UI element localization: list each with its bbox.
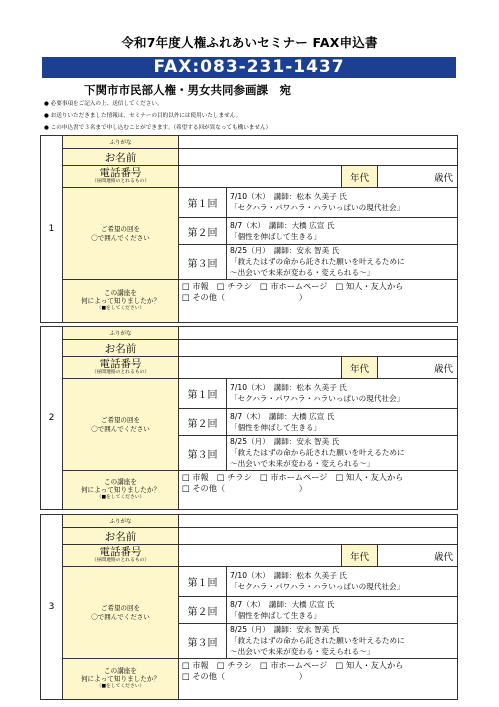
session-1-topic: 「セクハラ・パワハラ・ハラいっぱいの現代社会」 xyxy=(230,582,405,591)
source-options-row2[interactable]: □ その他（ ） xyxy=(182,292,307,302)
session-2-date-speaker: 8/7（木） 講師：大橋 広宣 氏 xyxy=(230,600,335,609)
session-1-round[interactable] xyxy=(178,567,226,597)
session-3-subtitle: ～出会いで未来が変わる・変えられる～」 xyxy=(230,268,375,277)
form-title: 令和7年度人権ふれあいセミナー FAX申込書 xyxy=(121,35,378,50)
wish-label-line1: ご希望の回を xyxy=(101,603,140,612)
source-label xyxy=(62,659,178,699)
source-label-line1: この講座を xyxy=(104,289,137,297)
entry-block-2 xyxy=(40,326,458,510)
phone-label xyxy=(62,166,178,188)
source-options-row1[interactable]: □ 市報 □ チラシ □ 市ホームページ □ 知人・友人から xyxy=(182,472,404,482)
entry-number-text: 1 xyxy=(48,224,55,234)
wish-label xyxy=(62,188,178,280)
age-suffix: 歳代 xyxy=(433,172,453,184)
session-1-info xyxy=(226,567,457,597)
entry-number-text: 3 xyxy=(48,602,55,612)
phone-label-note: （昼間連絡のとれるもの） xyxy=(91,558,150,563)
name-label: お名前 xyxy=(62,528,178,545)
source-label-line2: 何によって知りましたか？ xyxy=(80,297,161,305)
session-1-date-speaker: 7/10（木） 講師：松本 久美子 氏 xyxy=(230,383,347,392)
phone-label-note: （昼間連絡のとれるもの） xyxy=(91,179,150,184)
fax-number-banner: FAX:083-231-1437 xyxy=(42,57,456,78)
phone-label-text: 電話番号 xyxy=(99,167,142,179)
source-label-line2: 何によって知りましたか？ xyxy=(80,675,161,683)
age-field[interactable] xyxy=(377,545,457,567)
session-3-topic: 「救えたはずの命から託された願いを叶えるために xyxy=(230,636,405,645)
age-field[interactable] xyxy=(377,357,457,379)
session-1-round-text: 第１回 xyxy=(187,390,218,401)
source-label-note: （■をしてください） xyxy=(96,495,145,500)
furigana-label: ふりがな xyxy=(62,515,178,528)
session-2-round[interactable] xyxy=(178,409,226,436)
session-2-info xyxy=(226,218,457,245)
phone-label-text: 電話番号 xyxy=(99,358,142,370)
session-3-round[interactable] xyxy=(178,436,226,471)
session-3-subtitle: ～出会いで未来が変わる・変えられる～」 xyxy=(230,647,375,656)
source-label-line1: この講座を xyxy=(104,478,137,486)
session-1-date-speaker: 7/10（木） 講師：松本 久美子 氏 xyxy=(230,571,347,580)
furigana-label: ふりがな xyxy=(62,136,178,149)
session-3-topic: 「救えたはずの命から託された願いを叶えるために xyxy=(230,448,405,457)
session-1-info xyxy=(226,188,457,218)
session-1-round-text: 第１回 xyxy=(187,578,218,589)
session-3-round-text: 第３回 xyxy=(187,258,218,270)
session-3-round-text: 第３回 xyxy=(187,449,218,461)
session-1-round[interactable] xyxy=(178,379,226,409)
session-1-round[interactable] xyxy=(178,188,226,218)
name-field[interactable] xyxy=(178,149,457,166)
phone-label xyxy=(62,545,178,567)
entry-block-3 xyxy=(40,514,458,700)
session-2-date-speaker: 8/7（木） 講師：大橋 広宣 氏 xyxy=(230,412,335,421)
source-label-line2: 何によって知りましたか？ xyxy=(80,486,161,494)
note-line: ● お送りいただきました情報は、セミナーの目的以外には使用いたしません。 xyxy=(44,113,242,119)
furigana-label: ふりがな xyxy=(62,327,178,340)
session-3-date-speaker: 8/25（月） 講師：安永 智美 氏 xyxy=(230,625,340,634)
session-3-round-text: 第３回 xyxy=(187,637,218,649)
session-2-info xyxy=(226,409,457,436)
source-options[interactable] xyxy=(178,280,457,322)
furigana-field[interactable] xyxy=(178,515,457,528)
entry-block-1 xyxy=(40,135,458,323)
entry-number xyxy=(41,136,62,322)
phone-field[interactable] xyxy=(178,357,341,379)
note-line: ● 必要事項をご記入の上、送信してください。 xyxy=(44,101,163,107)
session-2-topic: 「個性を伸ばして生きる」 xyxy=(230,423,322,432)
source-options-row2[interactable]: □ その他（ ） xyxy=(182,483,307,493)
source-options-row2[interactable]: □ その他（ ） xyxy=(182,671,307,681)
source-options[interactable] xyxy=(178,471,457,509)
session-2-round-text: 第２回 xyxy=(187,418,218,430)
age-suffix: 歳代 xyxy=(433,363,453,375)
session-2-topic: 「個性を伸ばして生きる」 xyxy=(230,611,322,620)
age-label: 年代 xyxy=(341,166,377,188)
age-field[interactable] xyxy=(377,166,457,188)
source-label-line1: この講座を xyxy=(104,667,137,675)
session-1-topic: 「セクハラ・パワハラ・ハラいっぱいの現代社会」 xyxy=(230,394,405,403)
session-3-round[interactable] xyxy=(178,624,226,659)
session-2-topic: 「個性を伸ばして生きる」 xyxy=(230,232,322,241)
source-options[interactable] xyxy=(178,659,457,699)
session-3-info xyxy=(226,436,457,471)
session-2-round[interactable] xyxy=(178,597,226,624)
entry-number-text: 2 xyxy=(48,413,55,423)
phone-label-note: （昼間連絡のとれるもの） xyxy=(91,370,150,375)
session-2-info xyxy=(226,597,457,624)
wish-label-line2: 〇で囲んでください xyxy=(91,424,150,433)
source-options-row1[interactable]: □ 市報 □ チラシ □ 市ホームページ □ 知人・友人から xyxy=(182,281,404,291)
name-field[interactable] xyxy=(178,340,457,357)
note-line: ● この申込書で３名まで申し込むことができます。（希望する回が異なっても構いません） xyxy=(44,125,272,131)
session-2-round-text: 第２回 xyxy=(187,606,218,618)
session-3-date-speaker: 8/25（月） 講師：安永 智美 氏 xyxy=(230,437,340,446)
name-label: お名前 xyxy=(62,149,178,166)
session-3-info xyxy=(226,624,457,659)
age-suffix: 歳代 xyxy=(433,551,453,563)
session-2-date-speaker: 8/7（木） 講師：大橋 広宣 氏 xyxy=(230,221,335,230)
session-3-subtitle: ～出会いで未来が変わる・変えられる～」 xyxy=(230,459,375,468)
furigana-field[interactable] xyxy=(178,327,457,340)
session-3-info xyxy=(226,245,457,280)
session-1-date-speaker: 7/10（木） 講師：松本 久美子 氏 xyxy=(230,192,347,201)
source-label-note: （■をしてください） xyxy=(96,306,145,311)
entry-number xyxy=(41,327,62,509)
phone-field[interactable] xyxy=(178,545,341,567)
session-1-topic: 「セクハラ・パワハラ・ハラいっぱいの現代社会」 xyxy=(230,203,405,212)
wish-label-line2: 〇で囲んでください xyxy=(91,612,150,621)
destination: 下関市市民部人権・男女共同参画課 宛 xyxy=(84,83,291,97)
source-label-note: （■をしてください） xyxy=(96,684,145,689)
furigana-field[interactable] xyxy=(178,136,457,149)
notes xyxy=(44,98,271,134)
entry-number xyxy=(41,515,62,699)
wish-label xyxy=(62,567,178,659)
source-label xyxy=(62,280,178,322)
session-1-info xyxy=(226,379,457,409)
phone-field[interactable] xyxy=(178,166,341,188)
phone-label xyxy=(62,357,178,379)
session-3-date-speaker: 8/25（月） 講師：安永 智美 氏 xyxy=(230,246,340,255)
session-3-round[interactable] xyxy=(178,245,226,280)
name-label: お名前 xyxy=(62,340,178,357)
session-1-round-text: 第１回 xyxy=(187,199,218,210)
name-field[interactable] xyxy=(178,528,457,545)
wish-label-line1: ご希望の回を xyxy=(101,415,140,424)
source-options-row1[interactable]: □ 市報 □ チラシ □ 市ホームページ □ 知人・友人から xyxy=(182,660,404,670)
wish-label xyxy=(62,379,178,471)
session-2-round[interactable] xyxy=(178,218,226,245)
session-3-topic: 「救えたはずの命から託された願いを叶えるために xyxy=(230,257,405,266)
age-label: 年代 xyxy=(341,545,377,567)
session-2-round-text: 第２回 xyxy=(187,227,218,239)
source-label xyxy=(62,471,178,509)
age-label: 年代 xyxy=(341,357,377,379)
wish-label-line1: ご希望の回を xyxy=(101,224,140,233)
wish-label-line2: 〇で囲んでください xyxy=(91,233,150,242)
phone-label-text: 電話番号 xyxy=(99,546,142,558)
